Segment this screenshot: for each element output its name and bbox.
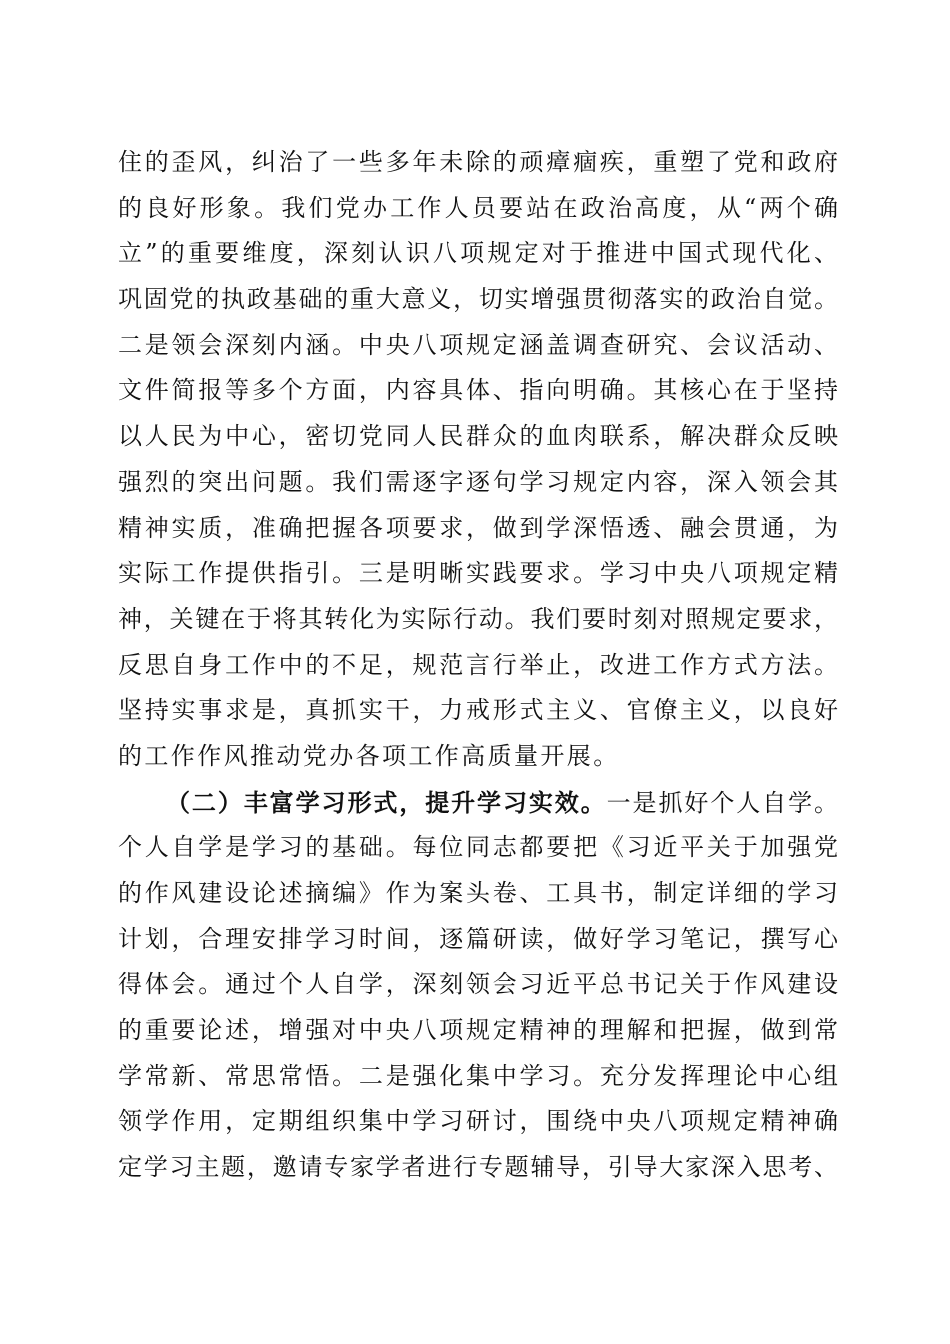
body-line: 以人民为中心，密切党同人民群众的血肉联系，解决群众反映 [118, 422, 838, 451]
document-body [118, 140, 838, 1191]
body-line: 反思自身工作中的不足，规范言行举止，改进工作方式方法。 [118, 650, 838, 679]
body-line: 文件简报等多个方面，内容具体、指向明确。其核心在于坚持 [118, 376, 838, 405]
body-line: 神，关键在于将其转化为实际行动。我们要时刻对照规定要求， [118, 604, 838, 633]
body-line-last: 的工作作风推动党办各项工作高质量开展。 [118, 741, 620, 770]
section-heading-tail: 一是抓好个人自学。 [606, 788, 838, 817]
body-line: 实际工作提供指引。三是明晰实践要求。学习中央八项规定精 [118, 559, 838, 588]
body-line: 精神实质，准确把握各项要求，做到学深悟透、融会贯通，为 [118, 513, 838, 542]
section-line: 的作风建设论述摘编》作为案头卷、工具书，制定详细的学习 [118, 879, 838, 907]
section-line: 定学习主题，邀请专家学者进行专题辅导，引导大家深入思考、 [118, 1153, 838, 1182]
body-line: 住的歪风，纠治了一些多年未除的顽瘴痼疾，重塑了党和政府 [118, 148, 838, 176]
body-line: 巩固党的执政基础的重大意义，切实增强贯彻落实的政治自觉。 [118, 285, 838, 314]
body-line: 立”的重要维度，深刻认识八项规定对于推进中国式现代化、 [118, 239, 838, 268]
section-line: 学常新、常思常悟。二是强化集中学习。充分发挥理论中心组 [118, 1061, 838, 1090]
body-line: 的良好形象。我们党办工作人员要站在政治高度，从“两个确 [118, 193, 838, 222]
section-line: 的重要论述，增强对中央八项规定精神的理解和把握，做到常 [118, 1016, 838, 1045]
section-line: 个人自学是学习的基础。每位同志都要把《习近平关于加强党 [118, 833, 838, 862]
body-line: 坚持实事求是，真抓实干，力戒形式主义、官僚主义，以良好 [118, 696, 838, 725]
body-line: 强烈的突出问题。我们需逐字逐句学习规定内容，深入领会其 [118, 467, 838, 496]
section-heading-line [118, 780, 838, 826]
section-line: 计划，合理安排学习时间，逐篇研读，做好学习笔记，撰写心 [118, 924, 838, 953]
section-heading: （二）丰富学习形式，提升学习实效。 [166, 787, 607, 817]
section-line: 领学作用，定期组织集中学习研讨，围绕中央八项规定精神确 [118, 1107, 838, 1136]
section-line: 得体会。通过个人自学，深刻领会习近平总书记关于作风建设 [118, 970, 838, 999]
body-line: 二是领会深刻内涵。中央八项规定涵盖调查研究、会议活动、 [118, 330, 838, 359]
